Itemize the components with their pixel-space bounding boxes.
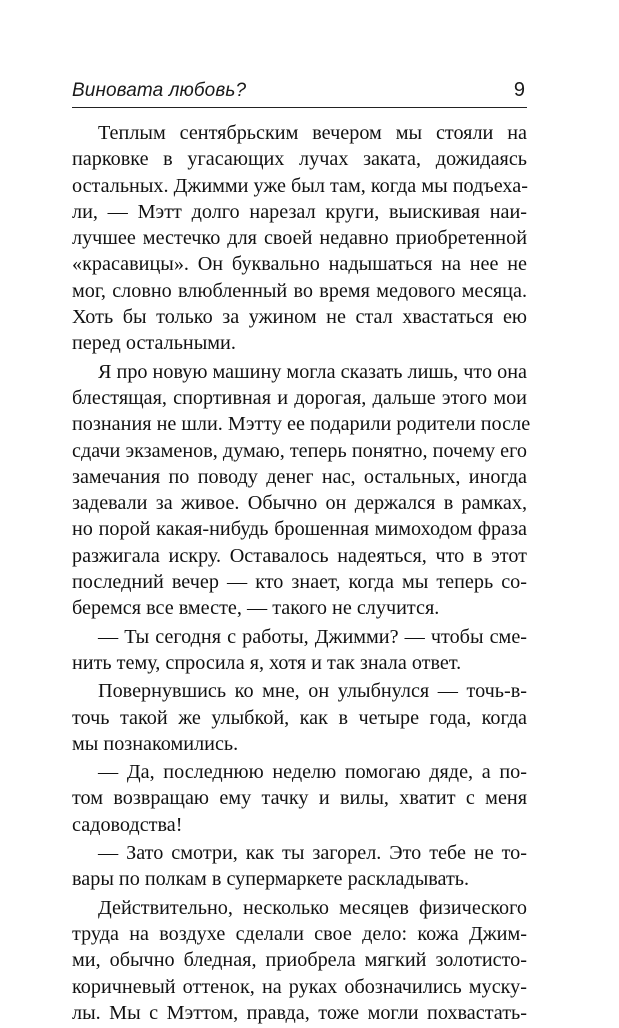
text-line: мы познакомились. (72, 732, 239, 755)
text-line: блестящая, спортивная и дорогая, дальше этого мои (72, 386, 527, 409)
text-line: Повернувшись ко мне, он улыбнулся — точь-в- (98, 680, 527, 703)
text-line: мог, словно влюбленный во время медового месяца. (72, 279, 527, 302)
text-line: точь такой же улыбкой, как в четыре года, когда (72, 706, 527, 729)
paragraph (72, 840, 527, 893)
text-line: Теплым сентябрьским вечером мы стояли на (98, 122, 527, 144)
text-line: том возвращаю ему тачку и вилы, хватит с меня (72, 787, 527, 810)
text-line: Хоть бы только за ужином не стал хвастаться ею (72, 306, 527, 329)
text-line: труда на воздухе сделали свое дело: кожа Джим- (72, 922, 527, 945)
text-line: — Ты сегодня с работы, Джимми? — чтобы сме- (98, 625, 527, 648)
text-line: разжигала искру. Оставалось надеяться, что в этот (72, 544, 527, 567)
text-line: нить тему, спросила я, хотя и так знала ответ. (72, 651, 462, 674)
text-line: беремся все вместе, — такого не случится. (72, 597, 440, 620)
text-line: задевали за живое. Обычно он держался в рамках, (72, 492, 527, 515)
text-line: последний вечер — кто знает, когда мы теперь со- (72, 571, 527, 594)
paragraph (72, 678, 527, 757)
page-header (72, 80, 527, 107)
text-line: Я про новую машину могла сказать лишь, что она (98, 360, 527, 383)
paragraph (72, 359, 531, 622)
text-line: — Зато смотри, как ты загорел. Это тебе не то- (98, 842, 527, 865)
paragraph (72, 759, 527, 838)
paragraph (72, 895, 527, 1026)
text-line: садоводства! (72, 813, 183, 836)
text-line: сдачи экзаменов, думаю, теперь понятно, почему его (72, 439, 527, 462)
text-line: но порой какая-нибудь брошенная мимоходом фраза (72, 518, 527, 541)
text-line: парковке в угасающих лучах заката, дожидаясь (72, 148, 527, 171)
text-line: остальных. Джимми уже был там, когда мы подъеха- (72, 174, 528, 197)
text-line: лы. Мы с Мэттом, правда, тоже могли похвастать- (72, 1001, 527, 1024)
paragraph (72, 120, 527, 357)
body-text (72, 120, 531, 1028)
header-rule (72, 107, 527, 108)
running-title: Виновата любовь? (72, 80, 247, 101)
text-line: коричневый оттенок, на руках обозначились муску- (72, 975, 527, 998)
text-line: вары по полкам в супермаркете раскладывать. (72, 868, 470, 891)
text-line: ми, обычно бледная, приобрела мягкий золотисто- (72, 949, 527, 972)
text-line: Действительно, несколько месяцев физического (98, 896, 527, 919)
text-line: перед остальными. (72, 332, 236, 355)
text-line: ли, — Мэтт долго нарезал круги, выискивая наи- (72, 200, 527, 223)
text-line: — Да, последнюю неделю помогаю дяде, а по- (98, 761, 527, 784)
text-line: «красавицы». Он буквально надышаться на нее не (72, 253, 527, 276)
paragraph (72, 624, 527, 677)
text-line: лучшее местечко для своей недавно приобретенной (72, 227, 527, 250)
text-line: познания не шли. Мэтту ее подарили родители после (72, 413, 531, 436)
page-number: 9 (513, 79, 525, 101)
text-line: замечания по поводу денег нас, остальных, иногда (72, 465, 527, 488)
